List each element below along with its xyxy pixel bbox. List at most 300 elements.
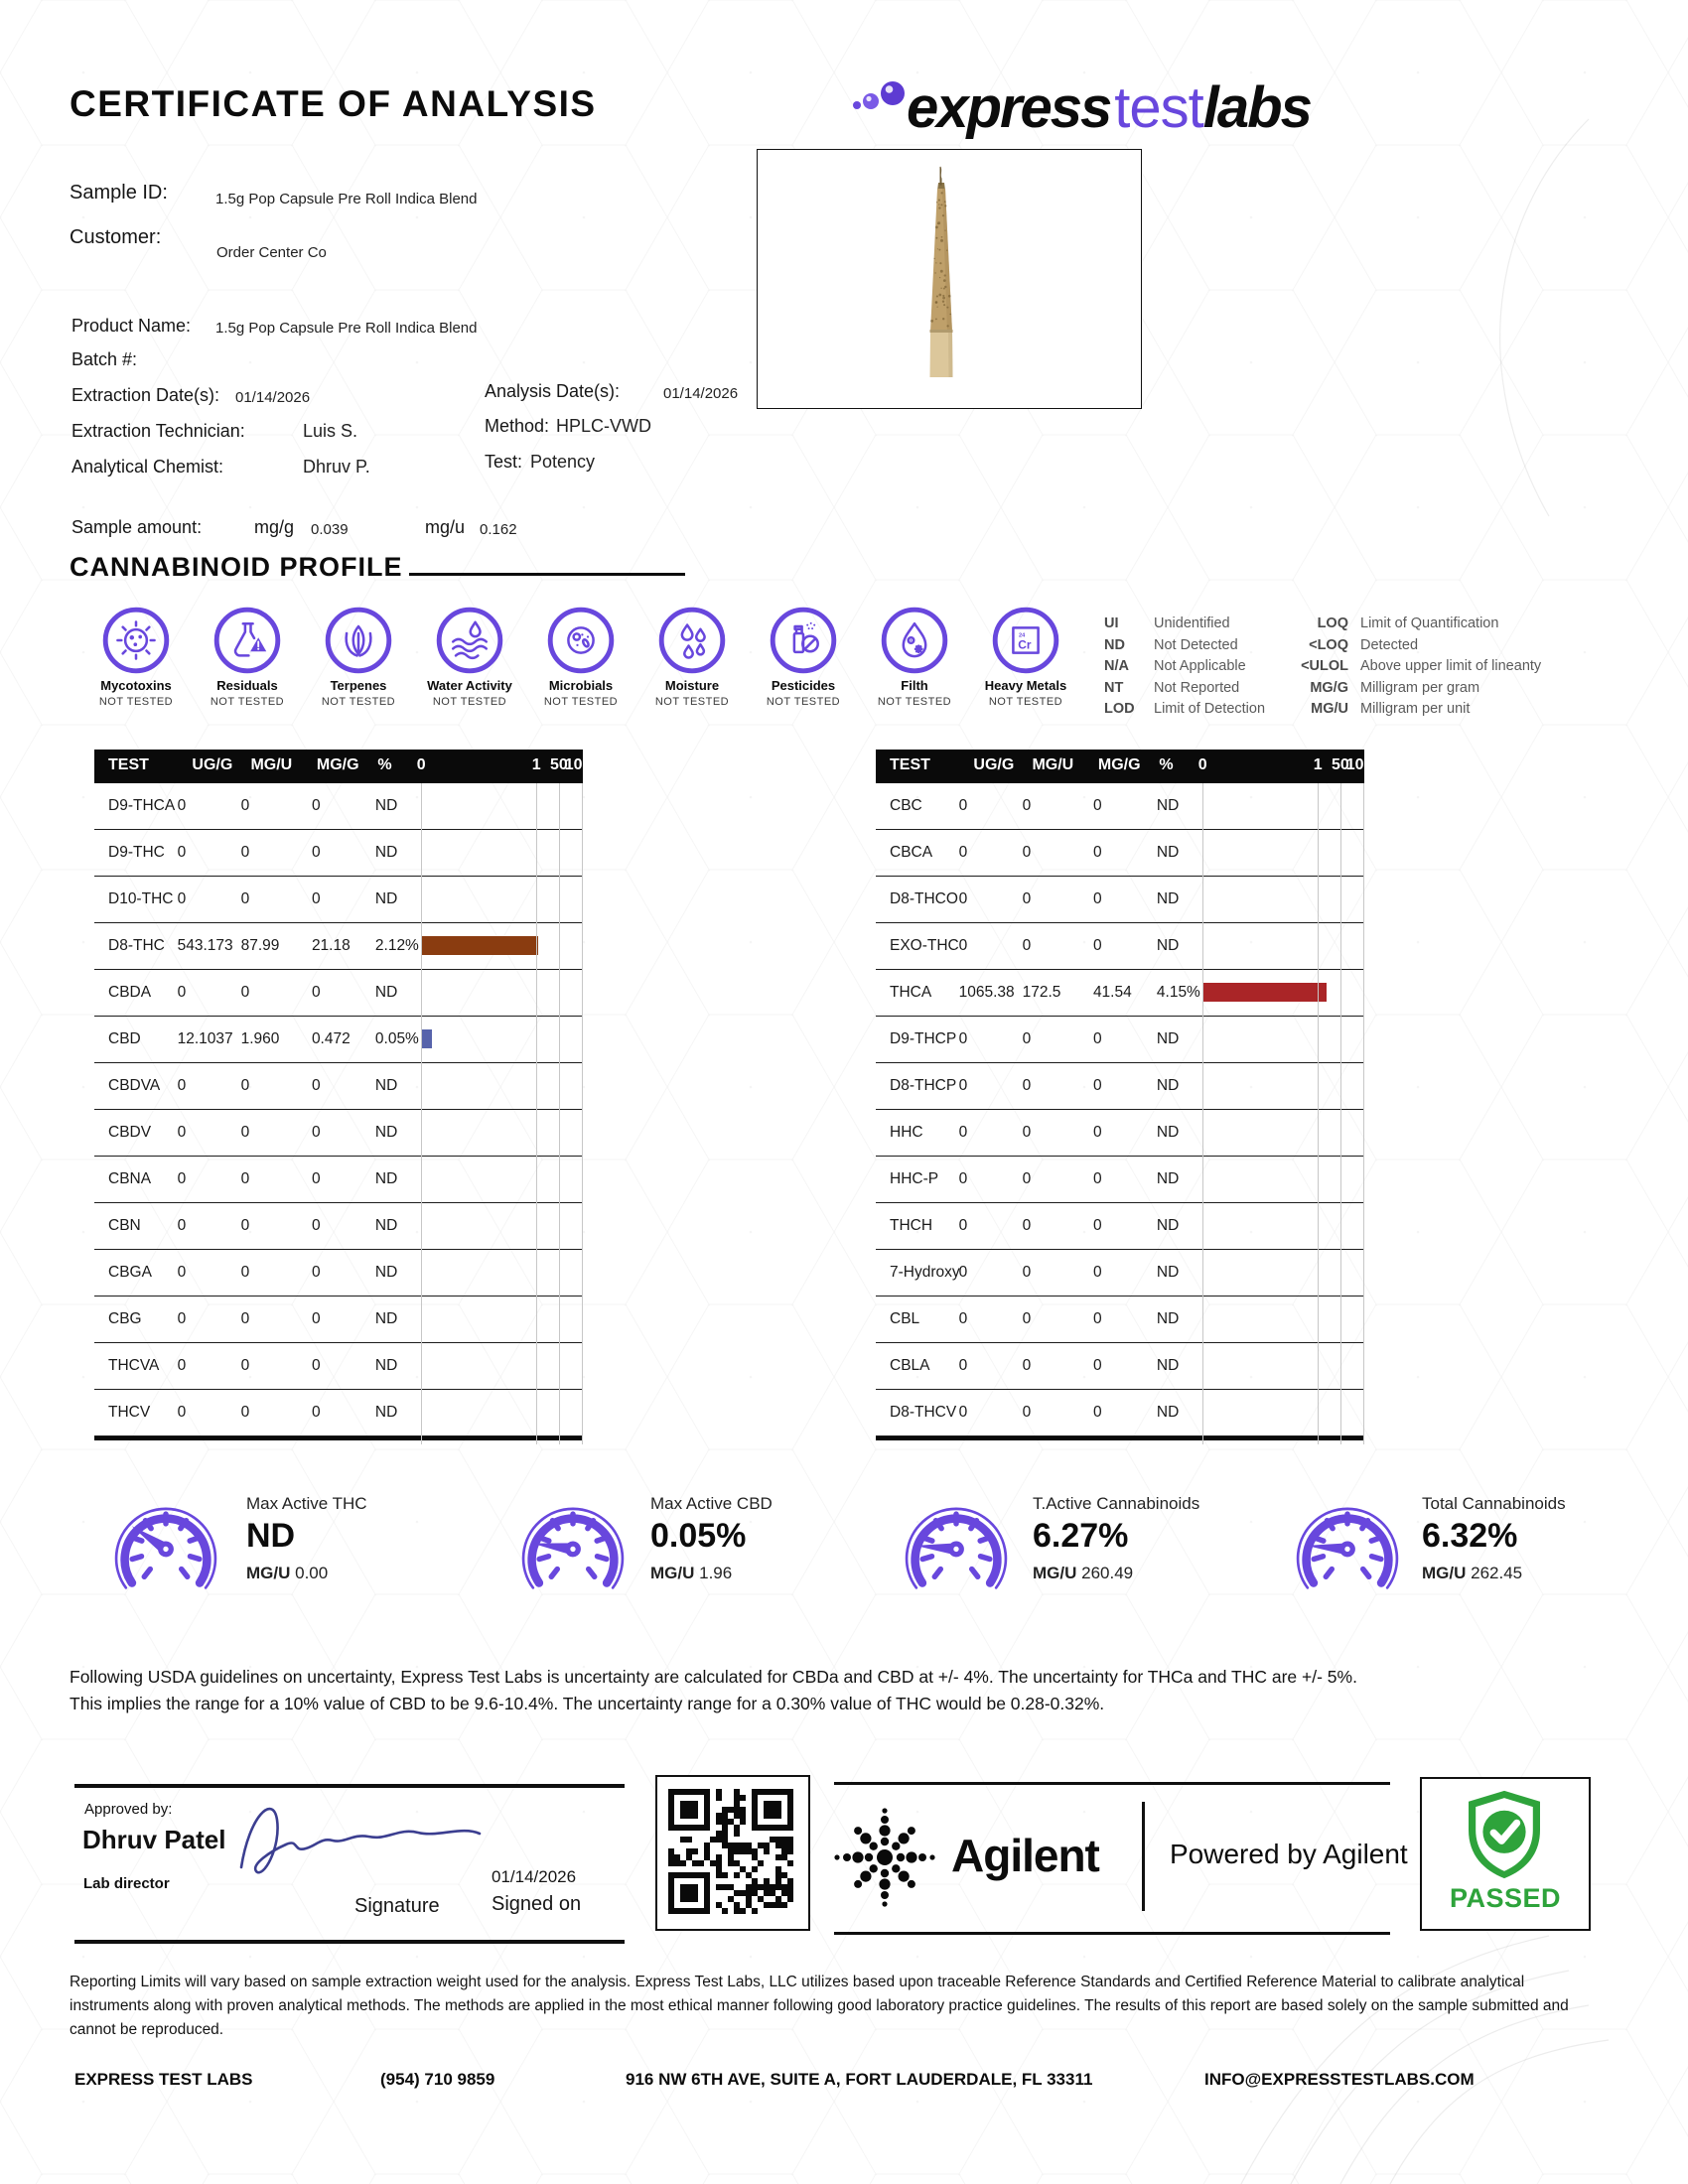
cell-mgu: 0	[240, 1357, 250, 1374]
gauge-value: 6.32%	[1422, 1517, 1518, 1555]
svg-text:Cr: Cr	[1018, 637, 1032, 652]
cell-mgg: 0	[1092, 1264, 1102, 1281]
pre-roll-photo	[912, 161, 971, 395]
scale-label: 0	[1197, 756, 1207, 773]
cell-test: THCVA	[108, 1357, 160, 1374]
sample-amount-label: Sample amount:	[71, 517, 203, 537]
gauge-icon-4	[1285, 1491, 1410, 1602]
table-row-thch	[876, 1203, 1364, 1250]
column-header: MG/U	[250, 756, 293, 773]
gauge-label: Max Active THC	[246, 1494, 367, 1513]
cell-mgg: 0	[1092, 1124, 1102, 1141]
cell-ugg: 543.173	[177, 937, 233, 954]
logo-word-express: express	[907, 75, 1111, 140]
signed-date: 01/14/2026	[492, 1867, 577, 1886]
cell-mgu: 172.5	[1022, 984, 1061, 1001]
cell-pct: ND	[374, 844, 398, 861]
product-name-value: 1.5g Pop Capsule Pre Roll Indica Blend	[215, 320, 478, 337]
cell-mgu: 0	[1022, 1217, 1032, 1234]
cell-ugg: 0	[177, 1404, 187, 1421]
cell-ugg: 0	[177, 1264, 187, 1281]
legend-entry	[1279, 679, 1480, 701]
legend-desc: Not Detected	[1154, 636, 1238, 653]
cell-test: CBD	[108, 1030, 141, 1047]
cell-test: 7-Hydroxy	[890, 1264, 960, 1281]
legend-abbr: N/A	[1104, 658, 1129, 674]
cell-ugg: 0	[177, 797, 187, 814]
table-row-d9-thc	[94, 830, 583, 877]
gauge-value: 0.05%	[650, 1517, 747, 1555]
cell-pct: 4.15%	[1156, 984, 1200, 1001]
cell-mgu: 0	[1022, 1404, 1032, 1421]
filth-icon	[880, 606, 949, 675]
legend-abbr: NT	[1104, 679, 1124, 696]
cell-test: CBDVA	[108, 1077, 161, 1094]
cell-test: CBNA	[108, 1170, 152, 1187]
scale-label: 50	[549, 756, 568, 773]
method-label: Method:	[485, 416, 550, 436]
qr-code	[668, 1789, 793, 1914]
extraction-date-label: Extraction Date(s):	[71, 385, 220, 405]
table-row-cbl	[876, 1297, 1364, 1343]
terpenes-icon	[324, 606, 393, 675]
legend-desc: Milligram per gram	[1360, 679, 1480, 696]
extraction-technician-value: Luis S.	[303, 421, 358, 441]
cell-mgg: 0	[1092, 1217, 1102, 1234]
sample-id-label: Sample ID:	[70, 182, 168, 204]
legend-desc: Unidentified	[1154, 615, 1230, 631]
mycotoxins-icon	[101, 606, 171, 675]
gauge-label: Max Active CBD	[650, 1494, 773, 1513]
cell-pct: ND	[1156, 1264, 1180, 1281]
table-header	[94, 750, 592, 783]
cell-pct: 2.12%	[374, 937, 419, 954]
cell-pct: ND	[374, 1357, 398, 1374]
cell-ugg: 1065.38	[958, 984, 1015, 1001]
cell-pct: ND	[1156, 1217, 1180, 1234]
cell-ugg: 0	[958, 1030, 968, 1047]
gauge-unit: MG/U 262.45	[1422, 1564, 1523, 1582]
legend-entry	[1104, 679, 1240, 701]
legend-desc: Not Applicable	[1154, 658, 1246, 674]
passed-label: PASSED	[1449, 1883, 1562, 1913]
cell-mgg: 0	[1092, 844, 1102, 861]
cannabinoid-table-left	[94, 750, 592, 1440]
water-activity-icon	[435, 606, 504, 675]
screening-item-mycotoxins	[80, 606, 192, 708]
cell-mgg: 0	[1092, 1357, 1102, 1374]
cell-mgg: 0	[1092, 1077, 1102, 1094]
column-header: MG/U	[1032, 756, 1074, 773]
legend-desc: Detected	[1360, 636, 1419, 653]
screening-name: Filth	[901, 678, 928, 693]
cell-mgg: 0	[311, 797, 321, 814]
cell-pct: ND	[1156, 1310, 1180, 1327]
chart-gridline	[1340, 783, 1341, 1444]
cell-pct: ND	[1156, 890, 1180, 907]
legend-entry	[1104, 615, 1230, 636]
cell-pct: ND	[1156, 1357, 1180, 1374]
cell-ugg: 0	[958, 1124, 968, 1141]
cell-test: HHC	[890, 1124, 923, 1141]
legend-abbr: MG/G	[1310, 679, 1348, 696]
legend-entry	[1279, 615, 1499, 636]
analytical-chemist-label: Analytical Chemist:	[71, 457, 224, 477]
cell-ugg: 0	[177, 890, 187, 907]
cell-mgg: 0	[1092, 1310, 1102, 1327]
cell-ugg: 0	[958, 797, 968, 814]
cell-mgg: 0	[311, 1264, 321, 1281]
product-name-label: Product Name:	[71, 316, 192, 336]
cell-mgg: 0	[311, 1310, 321, 1327]
test-label: Test:	[485, 452, 523, 472]
table-row-d8-thcp	[876, 1063, 1364, 1110]
cell-mgg: 41.54	[1092, 984, 1132, 1001]
mgu-label: mg/u	[425, 517, 466, 537]
cell-mgg: 21.18	[311, 937, 351, 954]
cell-mgg: 0	[311, 890, 321, 907]
table-row-cbna	[94, 1157, 583, 1203]
cell-test: D8-THCO	[890, 890, 958, 907]
table-row-cbdv	[94, 1110, 583, 1157]
chart-gridline	[536, 783, 537, 1444]
gauge-label: T.Active Cannabinoids	[1033, 1494, 1200, 1513]
screening-name: Terpenes	[330, 678, 387, 693]
agilent-strip-top-rule	[834, 1782, 1390, 1785]
cell-mgu: 0	[240, 797, 250, 814]
table-bottom-rule	[876, 1436, 1364, 1440]
cell-ugg: 12.1037	[177, 1030, 233, 1047]
scale-label: 100	[1345, 756, 1373, 773]
uncertainty-statement: Following USDA guidelines on uncertainty, Express Test Labs is uncertainty are calculated for CBDa and CBD at +/- 4%. The uncertainty for THCa and THC are +/- 5%. This implies the range for a 10% value of CBD to be 9.6-10.4%. The uncertainty range for a 0.30% value of THC would be 0.28-0.32%.	[70, 1667, 1357, 1714]
cell-mgu: 0	[240, 984, 250, 1001]
cell-test: D8-THC	[108, 937, 165, 954]
table-bottom-rule	[94, 1436, 583, 1440]
cell-pct: ND	[374, 984, 398, 1001]
cell-pct: ND	[1156, 1404, 1180, 1421]
cell-ugg: 0	[177, 1077, 187, 1094]
mgg-value: 0.039	[311, 521, 349, 538]
legend-desc: Milligram per unit	[1360, 701, 1471, 717]
cell-pct: ND	[374, 1264, 398, 1281]
legend-entry	[1104, 701, 1266, 722]
cell-ugg: 0	[177, 1170, 187, 1187]
cell-mgg: 0	[311, 1124, 321, 1141]
concentration-bar	[421, 1029, 432, 1048]
approved-by-label: Approved by:	[84, 1801, 173, 1818]
legend-abbr: LOQ	[1317, 615, 1348, 631]
cell-mgu: 0	[240, 1217, 250, 1234]
logo-word-labs: labs	[1202, 75, 1311, 140]
cell-pct: ND	[374, 1217, 398, 1234]
table-row-d8-thc	[94, 923, 583, 970]
cell-mgg: 0	[1092, 937, 1102, 954]
customer-label: Customer:	[70, 226, 162, 248]
cell-mgg: 0	[1092, 797, 1102, 814]
cell-mgu: 0	[240, 890, 250, 907]
cell-mgu: 0	[1022, 1124, 1032, 1141]
screening-status: NOT TESTED	[321, 696, 396, 708]
chart-gridline	[1363, 783, 1364, 1444]
logo-word-test: test	[1114, 75, 1203, 140]
batch-label: Batch #:	[71, 349, 138, 369]
cell-mgu: 0	[1022, 937, 1032, 954]
agilent-strip-bottom-rule	[834, 1932, 1390, 1935]
pesticides-icon	[769, 606, 838, 675]
cell-test: CBC	[890, 797, 922, 814]
cell-mgu: 0	[1022, 1170, 1032, 1187]
cell-mgg: 0	[1092, 1030, 1102, 1047]
column-header: MG/G	[1097, 756, 1141, 773]
table-row-d10-thc	[94, 877, 583, 923]
chart-gridline	[559, 783, 560, 1444]
screening-item-water-activity	[414, 606, 525, 708]
cell-mgg: 0	[1092, 890, 1102, 907]
table-header	[876, 750, 1373, 783]
column-header: %	[377, 756, 392, 773]
gauge-unit-label: MG/U	[246, 1564, 291, 1582]
cell-pct: ND	[1156, 797, 1180, 814]
cell-ugg: 0	[958, 1404, 968, 1421]
screening-name: Water Activity	[427, 678, 512, 693]
table-row-hhc-p	[876, 1157, 1364, 1203]
concentration-bar	[421, 936, 538, 955]
gauge-value: 6.27%	[1033, 1517, 1129, 1555]
legend-entry	[1279, 636, 1419, 658]
cell-test: CBLA	[890, 1357, 930, 1374]
table-body	[876, 783, 1364, 1436]
screening-name: Microbials	[548, 678, 614, 693]
cell-mgu: 1.960	[240, 1030, 280, 1047]
cell-test: CBDV	[108, 1124, 152, 1141]
cell-pct: ND	[374, 1310, 398, 1327]
chart-gridline	[582, 783, 583, 1444]
cell-mgg: 0	[311, 1170, 321, 1187]
cell-pct: ND	[1156, 1077, 1180, 1094]
cell-pct: ND	[1156, 1170, 1180, 1187]
screening-item-residuals	[192, 606, 303, 708]
legend-abbr: LOD	[1104, 701, 1135, 717]
method-value: HPLC-VWD	[556, 416, 652, 436]
cell-test: THCV	[108, 1404, 151, 1421]
agilent-divider	[1142, 1802, 1145, 1911]
column-header: TEST	[108, 756, 149, 773]
screening-status: NOT TESTED	[543, 696, 619, 708]
screening-name: Pesticides	[771, 678, 836, 693]
cell-mgu: 0	[240, 844, 250, 861]
table-row-cbg	[94, 1297, 583, 1343]
table-row-hhc	[876, 1110, 1364, 1157]
screening-status: NOT TESTED	[432, 696, 507, 708]
cell-pct: ND	[1156, 1124, 1180, 1141]
section-title-cannabinoid-profile: CANNABINOID PROFILE	[70, 552, 403, 582]
legend-abbr: MG/U	[1311, 701, 1348, 717]
table-row-cbga	[94, 1250, 583, 1297]
heavy-metals-icon	[991, 606, 1060, 675]
column-header: %	[1159, 756, 1174, 773]
cell-ugg: 0	[177, 1217, 187, 1234]
legend-entry	[1279, 701, 1471, 722]
screening-item-pesticides	[748, 606, 859, 708]
legend-abbr: <ULOL	[1301, 658, 1348, 674]
cell-pct: ND	[1156, 937, 1180, 954]
cell-pct: 0.05%	[374, 1030, 419, 1047]
cell-mgu: 0	[1022, 1310, 1032, 1327]
analytical-chemist-value: Dhruv P.	[303, 457, 370, 477]
screening-name: Moisture	[664, 678, 720, 693]
gauge-label: Total Cannabinoids	[1422, 1494, 1566, 1513]
cell-mgu: 87.99	[240, 937, 280, 954]
cell-test: HHC-P	[890, 1170, 939, 1187]
table-row-cbn	[94, 1203, 583, 1250]
footer-email: INFO@EXPRESSTESTLABS.COM	[1204, 2070, 1475, 2089]
cannabinoid-table-right	[876, 750, 1373, 1440]
legend-entry	[1104, 636, 1238, 658]
cell-pct: ND	[374, 1404, 398, 1421]
chart-gridline	[1318, 783, 1319, 1444]
legend-entry	[1104, 658, 1246, 679]
cell-mgu: 0	[1022, 890, 1032, 907]
cell-mgu: 0	[1022, 844, 1032, 861]
gauge-unit: MG/U 0.00	[246, 1564, 329, 1582]
cell-test: D10-THC	[108, 890, 174, 907]
cell-ugg: 0	[958, 1217, 968, 1234]
microbials-icon	[546, 606, 616, 675]
legend-abbr: UI	[1104, 615, 1119, 631]
sample-id-value: 1.5g Pop Capsule Pre Roll Indica Blend	[215, 191, 478, 207]
chart-gridline	[421, 783, 422, 1444]
cell-pct: ND	[374, 1170, 398, 1187]
test-value: Potency	[530, 452, 596, 472]
cell-ugg: 0	[177, 984, 187, 1001]
cell-mgg: 0.472	[311, 1030, 351, 1047]
table-row-d8-thco	[876, 877, 1364, 923]
gauge-value: ND	[246, 1517, 296, 1555]
gauge-text-1	[246, 1494, 504, 1583]
cell-mgg: 0	[311, 1357, 321, 1374]
signature-label: Signature	[354, 1895, 440, 1917]
screening-status: NOT TESTED	[988, 696, 1063, 708]
cell-test: CBCA	[890, 844, 933, 861]
table-row-cbca	[876, 830, 1364, 877]
column-header: UG/G	[192, 756, 233, 773]
cell-mgu: 0	[1022, 1030, 1032, 1047]
screening-status: NOT TESTED	[877, 696, 952, 708]
cell-test: CBDA	[108, 984, 152, 1001]
mgg-label: mg/g	[254, 517, 295, 537]
table-row-exo-thc	[876, 923, 1364, 970]
chart-gridline	[1202, 783, 1203, 1444]
gauge-text-2	[650, 1494, 909, 1583]
cell-test: D9-THCP	[890, 1030, 957, 1047]
cell-ugg: 0	[958, 844, 968, 861]
screening-item-microbials	[525, 606, 636, 708]
screening-name: Residuals	[216, 678, 278, 693]
powered-by-agilent: Powered by Agilent	[1170, 1839, 1408, 1869]
passed-badge-frame	[1420, 1777, 1591, 1931]
cell-mgg: 0	[1092, 1170, 1102, 1187]
gauge-unit: MG/U 260.49	[1033, 1564, 1134, 1582]
section-rule	[409, 573, 685, 576]
table-row-cbd	[94, 1017, 583, 1063]
gauge-icon-2	[510, 1491, 635, 1602]
passed-shield-icon	[1460, 1787, 1549, 1882]
cell-mgu: 0	[1022, 797, 1032, 814]
cell-pct: ND	[1156, 1030, 1180, 1047]
legend-abbr: ND	[1104, 636, 1125, 653]
cell-mgg: 0	[311, 984, 321, 1001]
cell-test: CBL	[890, 1310, 920, 1327]
cell-ugg: 0	[177, 1357, 187, 1374]
table-row-d9-thcp	[876, 1017, 1364, 1063]
cell-ugg: 0	[958, 1264, 968, 1281]
table-row-cbc	[876, 783, 1364, 830]
footer-phone: (954) 710 9859	[380, 2070, 495, 2089]
table-row-d8-thcv	[876, 1390, 1364, 1436]
residuals-icon	[212, 606, 282, 675]
cell-mgg: 0	[311, 1077, 321, 1094]
cell-test: D9-THC	[108, 844, 165, 861]
moisture-icon	[657, 606, 727, 675]
qr-code-frame	[655, 1775, 810, 1931]
gauge-icon-3	[894, 1491, 1019, 1602]
cell-mgu: 0	[1022, 1357, 1032, 1374]
cell-ugg: 0	[958, 937, 968, 954]
gauge-icon-1	[103, 1491, 228, 1602]
scale-label: 100	[564, 756, 592, 773]
legend-desc: Limit of Detection	[1154, 701, 1266, 717]
cell-mgg: 0	[1092, 1404, 1102, 1421]
cell-test: D9-THCA	[108, 797, 176, 814]
table-row-7-hydroxy	[876, 1250, 1364, 1297]
cell-test: CBG	[108, 1310, 142, 1327]
cell-ugg: 0	[177, 844, 187, 861]
scale-label: 1	[531, 756, 541, 773]
cell-ugg: 0	[177, 1124, 187, 1141]
cell-test: CBN	[108, 1217, 141, 1234]
cell-pct: ND	[374, 797, 398, 814]
cell-test: D8-THCV	[890, 1404, 957, 1421]
screening-status: NOT TESTED	[654, 696, 730, 708]
cell-pct: ND	[374, 890, 398, 907]
screening-item-terpenes	[303, 606, 414, 708]
analysis-date-label: Analysis Date(s):	[485, 381, 621, 401]
table-row-thca	[876, 970, 1364, 1017]
cell-ugg: 0	[958, 1170, 968, 1187]
gauge-unit-label: MG/U	[1033, 1564, 1077, 1582]
agilent-spark-icon	[832, 1805, 937, 1910]
agilent-brand: Agilent	[951, 1830, 1099, 1881]
approver-role: Lab director	[83, 1875, 170, 1892]
cell-ugg: 0	[958, 1077, 968, 1094]
table-body	[94, 783, 583, 1436]
cell-mgg: 0	[311, 844, 321, 861]
customer-value: Order Center Co	[216, 244, 327, 261]
extraction-technician-label: Extraction Technician:	[71, 421, 245, 441]
cell-test: D8-THCP	[890, 1077, 957, 1094]
signed-on-label: Signed on	[492, 1893, 582, 1915]
legend-entry	[1279, 658, 1542, 679]
screening-status: NOT TESTED	[766, 696, 841, 708]
scale-label: 1	[1313, 756, 1323, 773]
screening-item-filth	[859, 606, 970, 708]
gauge-text-3	[1033, 1494, 1291, 1583]
table-row-cbdva	[94, 1063, 583, 1110]
cell-mgu: 0	[1022, 1077, 1032, 1094]
concentration-bar	[1202, 983, 1327, 1002]
footer-address: 916 NW 6TH AVE, SUITE A, FORT LAUDERDALE, FL 33311	[626, 2070, 1093, 2089]
column-header: UG/G	[973, 756, 1015, 773]
